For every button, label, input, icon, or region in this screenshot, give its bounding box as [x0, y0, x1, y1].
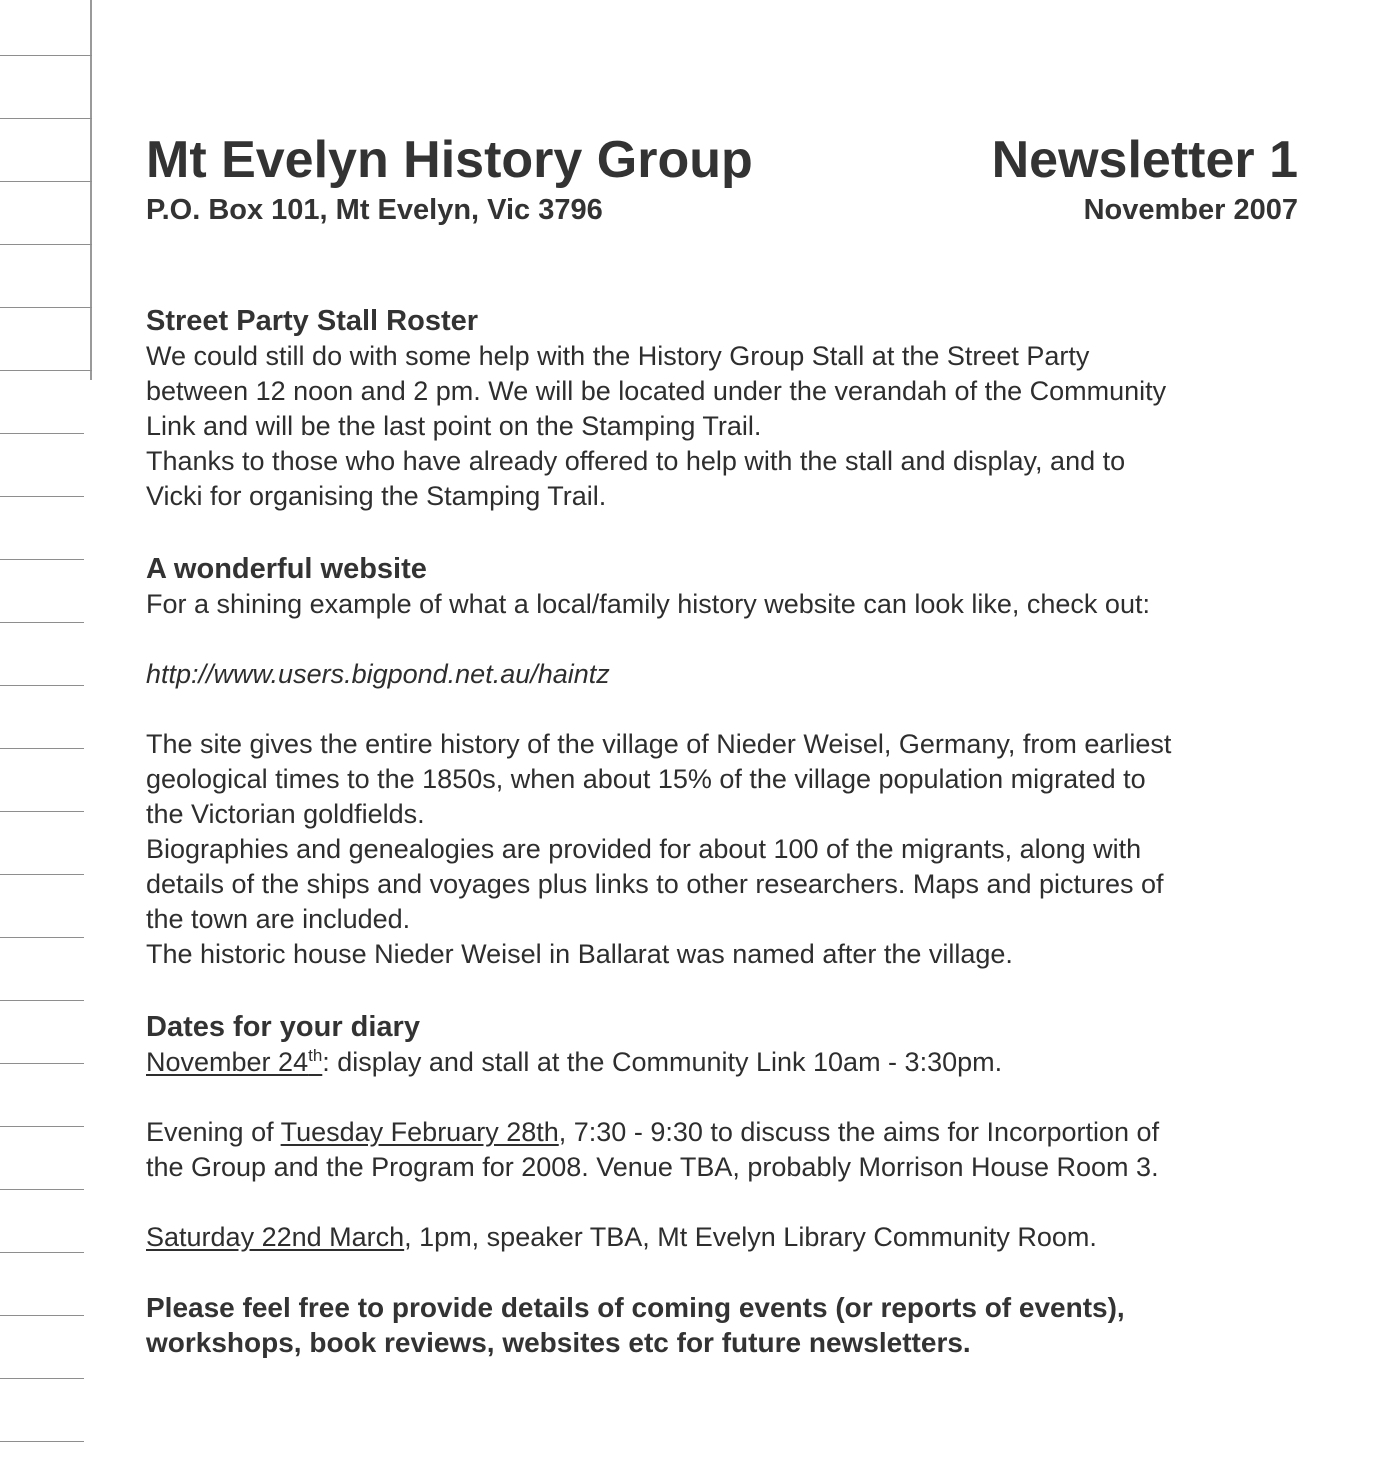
binder-ruled-lines [0, 0, 92, 1467]
ruled-line [0, 1189, 84, 1190]
ruled-line [0, 55, 92, 56]
ruled-line [0, 1063, 84, 1064]
closing-line: Please feel free to provide details of coming events (or reports of events), [146, 1292, 1125, 1323]
ruled-line [0, 1252, 84, 1253]
spacer [146, 514, 1326, 551]
ruled-line [0, 1378, 84, 1379]
diary-event-3 [146, 1220, 1326, 1255]
newsletter-body [146, 303, 1326, 1360]
text-line: Link and will be the last point on the Stamping Trail. [146, 411, 762, 441]
spacer [146, 1185, 1326, 1220]
section-heading: A wonderful website [146, 553, 427, 585]
section-roster [146, 303, 1326, 514]
ruled-line [0, 748, 84, 749]
text-line: geological times to the 1850s, when about 15% of the village population migrated to [146, 764, 1146, 794]
ruled-line [0, 244, 92, 245]
text-line: Thanks to those who have already offered to help with the stall and display, and to [146, 446, 1126, 476]
ruled-line [0, 307, 92, 308]
event-description: : display and stall at the Community Link 10am - 3:30pm. [322, 1047, 1003, 1077]
spacer [146, 972, 1326, 1009]
ruled-line [0, 559, 84, 560]
text-line: Vicki for organising the Stamping Trail. [146, 481, 607, 511]
closing-note [146, 1290, 1326, 1360]
text-line: the town are included. [146, 904, 411, 934]
event-date [146, 1047, 322, 1077]
ruled-line [0, 181, 92, 182]
ruled-line [0, 118, 92, 119]
spacer [146, 1080, 1326, 1115]
diary-event-1 [146, 1045, 1326, 1080]
ruled-line [0, 1000, 84, 1001]
ruled-line [0, 370, 92, 371]
section-heading: Street Party Stall Roster [146, 305, 479, 337]
text-line: between 12 noon and 2 pm. We will be located under the verandah of the Community [146, 376, 1167, 406]
spacer [146, 1255, 1326, 1290]
ruled-line [0, 1126, 84, 1127]
section-heading: Dates for your diary [146, 1011, 420, 1043]
text-line: the Group and the Program for 2008. Venue TBA, probably Morrison House Room 3. [146, 1152, 1159, 1182]
org-title: Mt Evelyn History Group [146, 131, 753, 189]
section-diary [146, 1009, 1326, 1255]
ruled-line [0, 937, 84, 938]
diary-event-2 [146, 1115, 1326, 1150]
text-line: We could still do with some help with the History Group Stall at the Street Party [146, 341, 1090, 371]
event-description: , 7:30 - 9:30 to discuss the aims for Incorportion of [558, 1117, 1160, 1147]
ruled-line [0, 622, 84, 623]
text-line: For a shining example of what a local/family history website can look like, check out: [146, 589, 1150, 619]
ruled-line [0, 1315, 84, 1316]
event-date: Tuesday February 28th [280, 1117, 559, 1147]
text-line: The site gives the entire history of the village of Nieder Weisel, Germany, from earliest [146, 729, 1172, 759]
spacer [146, 622, 1326, 657]
event-description: , 1pm, speaker TBA, Mt Evelyn Library Community Room. [404, 1222, 1097, 1252]
text-line: the Victorian goldfields. [146, 799, 425, 829]
ruled-line [0, 433, 84, 434]
header-right [992, 128, 1298, 228]
ruled-line [0, 811, 84, 812]
ruled-line [0, 1441, 84, 1442]
text-line: The historic house Nieder Weisel in Ballarat was named after the village. [146, 939, 1013, 969]
closing-line: workshops, book reviews, websites etc for future newsletters. [146, 1327, 971, 1358]
text-line: Biographies and genealogies are provided for about 100 of the migrants, along with [146, 834, 1142, 864]
ruled-line [0, 496, 84, 497]
section-website [146, 551, 1326, 972]
event-date-suffix: th [308, 1046, 323, 1065]
newsletter-date: November 2007 [1083, 194, 1298, 226]
event-date-text: November 24 [146, 1047, 309, 1077]
org-address: P.O. Box 101, Mt Evelyn, Vic 3796 [146, 194, 603, 226]
spacer [146, 692, 1326, 727]
header-left [146, 128, 753, 228]
event-date: Saturday 22nd March [146, 1222, 405, 1252]
ruled-line [0, 874, 84, 875]
newsletter-title: Newsletter 1 [991, 131, 1298, 189]
website-url: http://www.users.bigpond.net.au/haintz [146, 659, 610, 689]
ruled-line [0, 685, 84, 686]
event-prefix: Evening of [146, 1117, 281, 1147]
text-line: details of the ships and voyages plus links to other researchers. Maps and pictures of [146, 869, 1164, 899]
